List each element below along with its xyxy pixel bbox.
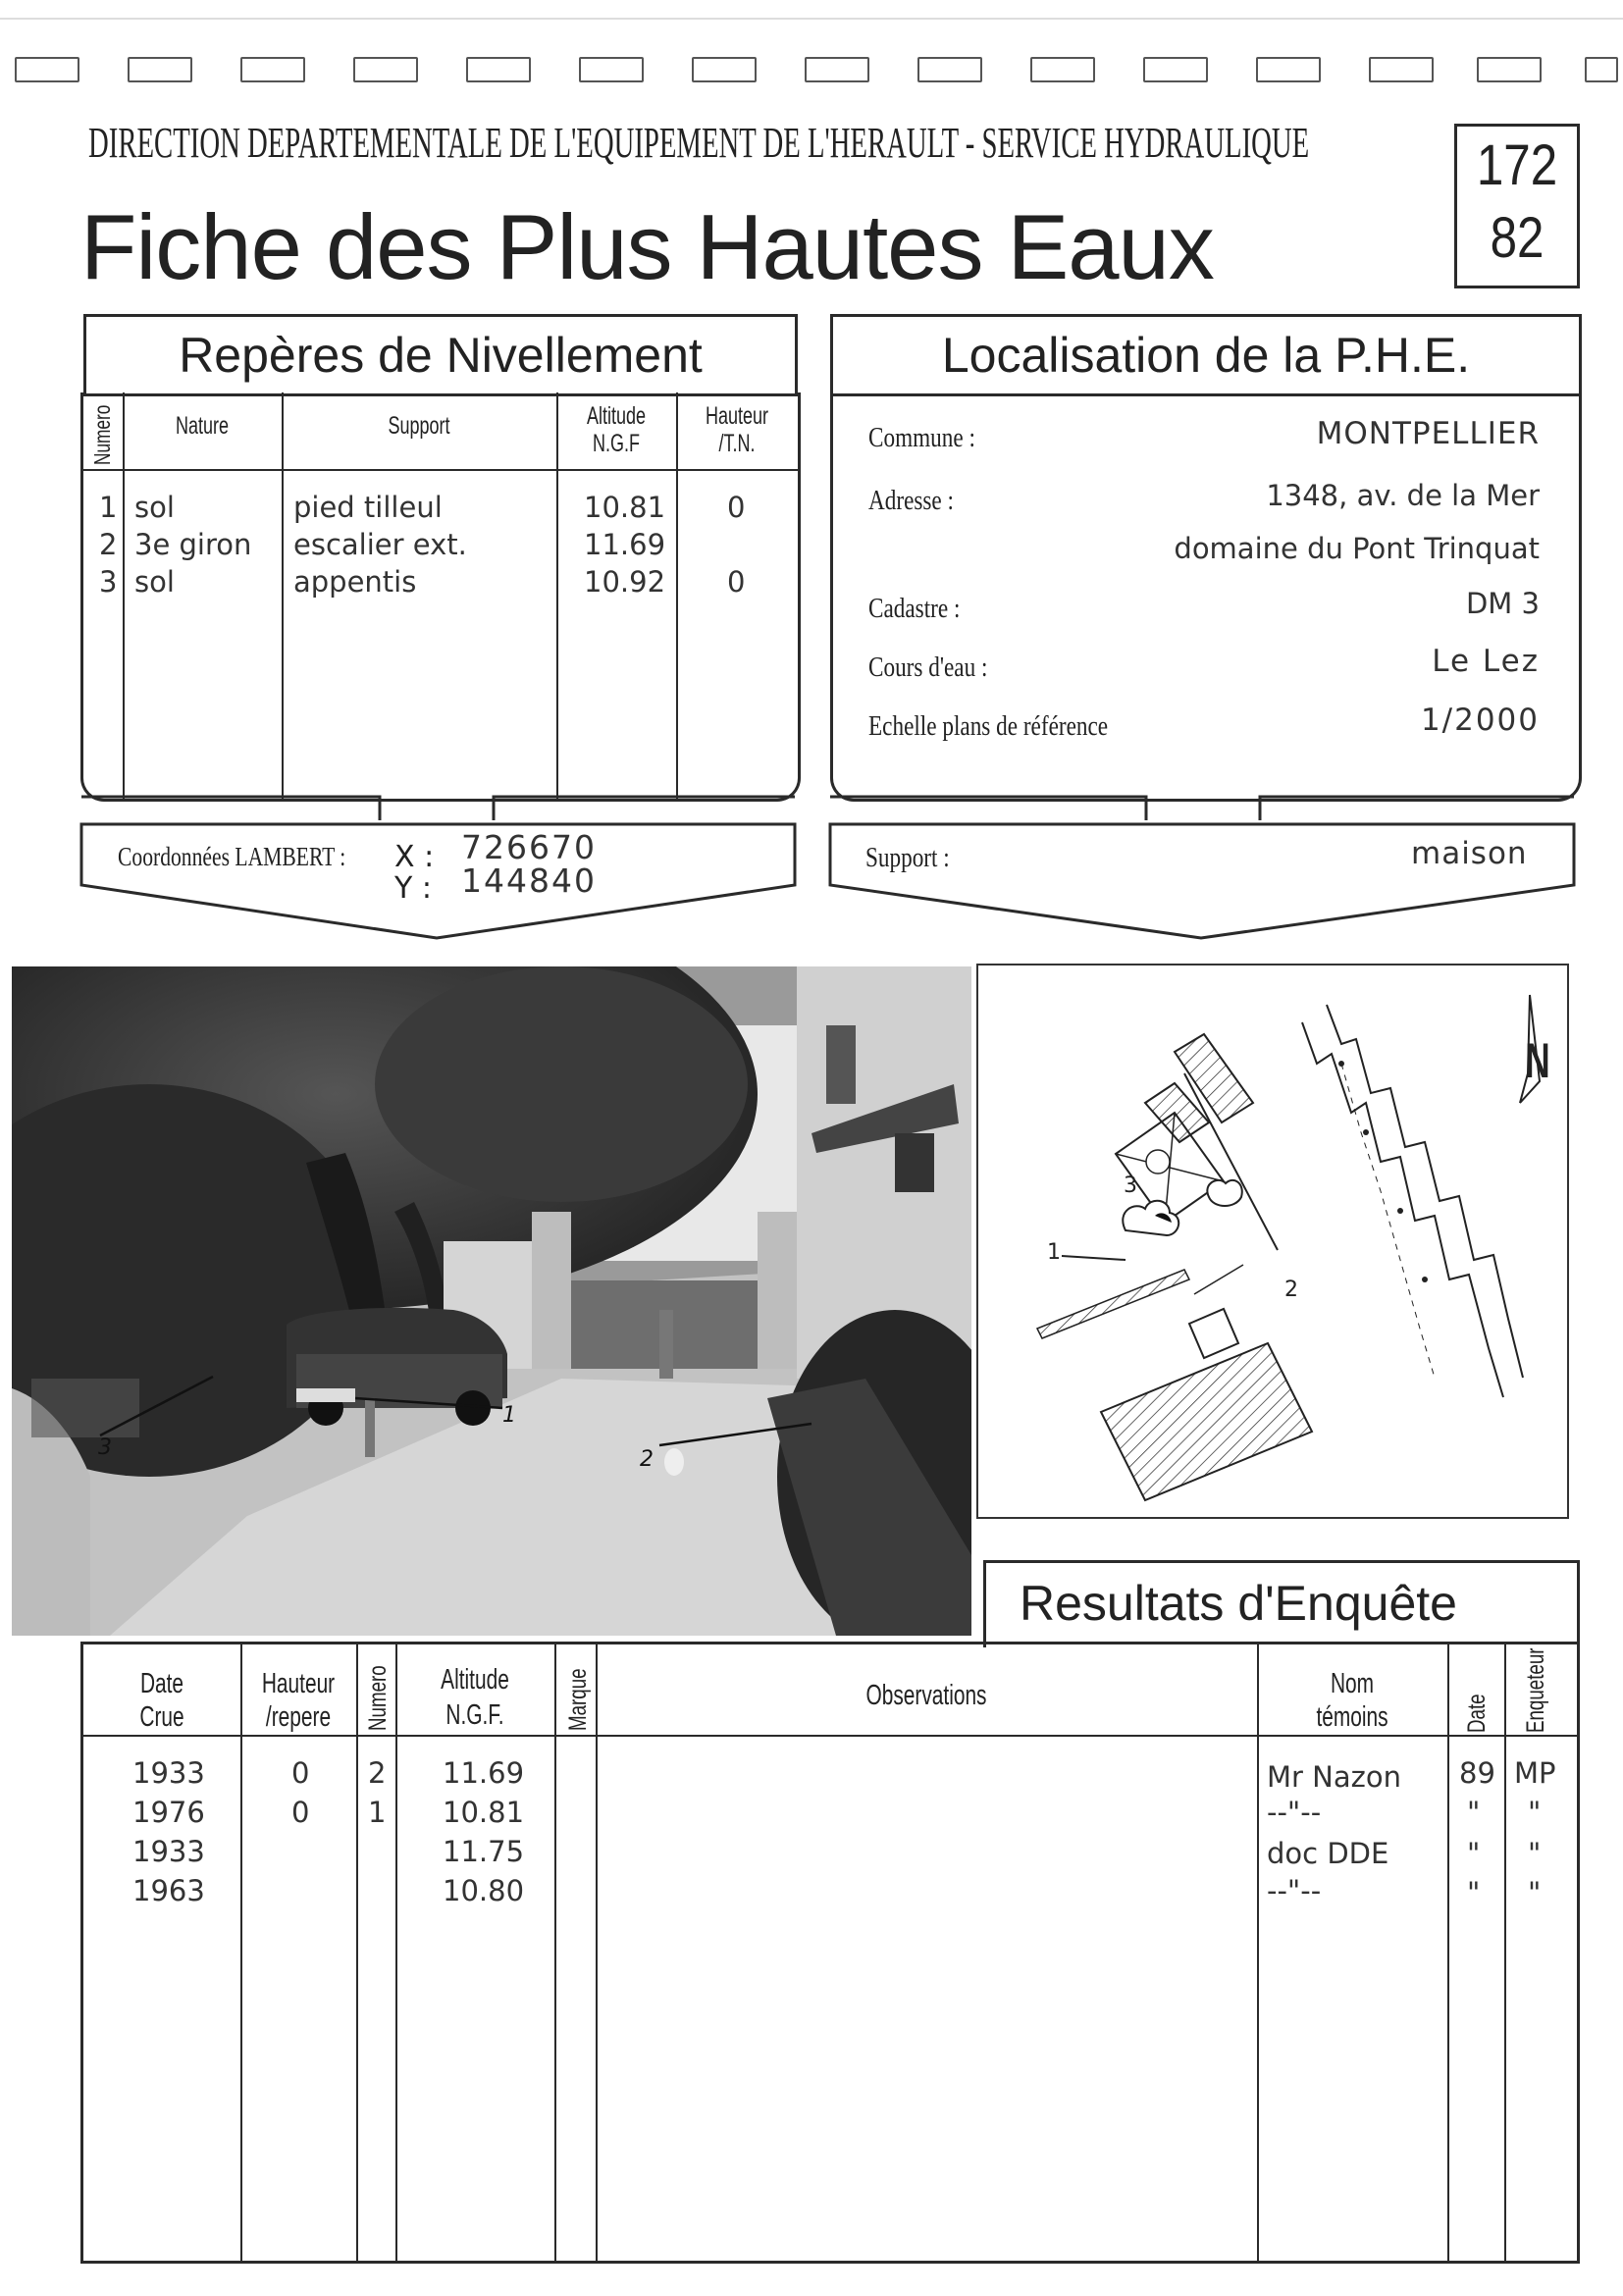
col-altitude-2: N.G.F <box>592 430 640 457</box>
col-nature: Nature <box>175 412 230 440</box>
col-nom-temoins-2: témoins <box>1316 1701 1388 1733</box>
localisation-title-box <box>830 314 1582 396</box>
adresse-line-1: 1348, av. de la Mer <box>1266 479 1540 512</box>
cadastre-value: DM 3 <box>1465 587 1540 620</box>
reference-number-bottom: 82 <box>1490 206 1544 270</box>
north-arrow-label: N <box>1525 1033 1550 1088</box>
commune-value: MONTPELLIER <box>1316 416 1540 451</box>
col-altitude-1: Altitude <box>586 402 647 430</box>
echelle-label: Echelle plans de référence <box>868 710 1109 742</box>
cadastre-label: Cadastre : <box>868 593 961 624</box>
col-nom-temoins-1: Nom <box>1330 1668 1375 1699</box>
col-altitude-2: N.G.F. <box>445 1699 504 1731</box>
photo-marker-3: 3 <box>98 1435 112 1460</box>
col-marque: Marque <box>564 1668 592 1731</box>
col-date-enquete: Date <box>1463 1694 1491 1733</box>
localisation-panel <box>830 392 1582 802</box>
site-plan <box>976 964 1569 1519</box>
page-title: Fiche des Plus Hautes Eaux <box>80 195 1214 298</box>
site-photograph <box>12 966 971 1636</box>
reperes-title: Repères de Nivellement <box>179 328 703 383</box>
plan-marker-2: 2 <box>1284 1278 1298 1302</box>
direction-text: DIRECTION DEPARTEMENTALE DE L'EQUIPEMENT DE L'HERAULT - SERVICE HYDRAULIQUE <box>88 119 1310 167</box>
col-numero: Numero <box>89 404 115 465</box>
reperes-table: Numero Nature Support Altitude N.G.F Hauteur /T.N. 1 sol pied tilleul 10.81 0 2 3e giron escalier ext. 11.69 3 sol appentis 10.92 0 <box>80 392 801 802</box>
col-hauteur-repere-1: Hauteur <box>261 1668 336 1699</box>
col-enqueteur: Enqueteur <box>1522 1647 1549 1733</box>
resultats-title: Resultats d'Enquête <box>1020 1576 1457 1631</box>
commune-label: Commune : <box>868 422 975 453</box>
reperes-title-box <box>83 314 798 396</box>
resultats-table: Date Crue Hauteur /repere Numero Altitude N.G.F. Marque Observations Nom témoins Date Enqueteur 1933 0 2 11.69 Mr Nazon 89 MP 1976 0 1 10.81 --"-- " " 1933 11.75 doc DDE " " 1963 10.80 --"-- " " <box>80 1642 1580 2264</box>
col-support: Support <box>388 412 450 440</box>
col-observations: Observations <box>865 1680 987 1711</box>
direction-header <box>88 118 1462 167</box>
resultats-title-box <box>983 1560 1580 1647</box>
photo-marker-2: 2 <box>640 1447 654 1472</box>
y-coordinate: 144840 <box>461 861 597 900</box>
coordinates-label: Coordonnées LAMBERT : <box>118 842 346 871</box>
echelle-value: 1/2000 <box>1420 703 1540 738</box>
col-date-crue-2: Crue <box>139 1701 184 1733</box>
col-hauteur-2: /T.N. <box>718 430 756 457</box>
page-edge <box>0 18 1623 20</box>
x-label: X : <box>394 840 435 874</box>
y-label: Y : <box>394 871 432 906</box>
adresse-label: Adresse : <box>868 485 954 516</box>
col-altitude-1: Altitude <box>441 1664 509 1696</box>
adresse-line-2: domaine du Pont Trinquat <box>1174 532 1540 565</box>
plan-marker-3: 3 <box>1124 1174 1137 1198</box>
binder-tabs <box>0 57 1623 86</box>
col-date-crue-1: Date <box>139 1668 184 1699</box>
plan-marker-1: 1 <box>1047 1240 1061 1265</box>
col-hauteur-repere-2: /repere <box>265 1701 332 1733</box>
support-label: Support : <box>865 842 950 873</box>
cours-eau-value: Le Lez <box>1432 644 1540 679</box>
support-value: maison <box>1411 836 1528 871</box>
cours-eau-label: Cours d'eau : <box>868 652 988 683</box>
photo-marker-1: 1 <box>502 1403 516 1428</box>
col-hauteur-1: Hauteur <box>705 402 769 430</box>
x-coordinate: 726670 <box>461 828 597 866</box>
reference-number-top: 172 <box>1476 133 1558 197</box>
localisation-title: Localisation de la P.H.E. <box>941 328 1471 383</box>
reference-number-box <box>1454 124 1580 288</box>
col-numero: Numero <box>364 1665 392 1731</box>
